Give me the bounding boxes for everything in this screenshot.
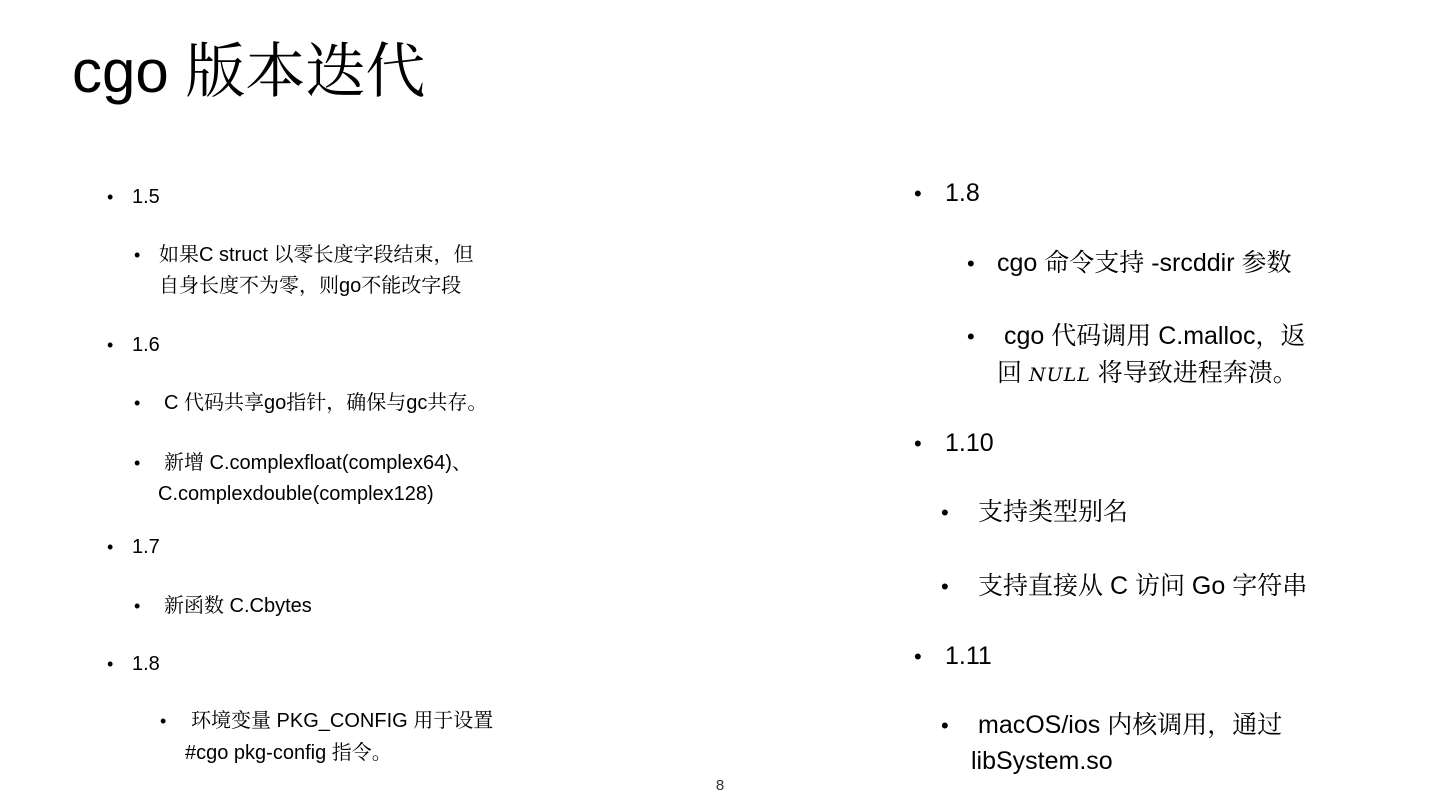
version-label: 1.5 — [132, 186, 160, 208]
item-text-line-2: C.complexdouble(complex128) — [158, 483, 434, 505]
bullet-icon: • — [134, 245, 141, 265]
bullet-icon: • — [134, 453, 141, 473]
version-label: 1.6 — [132, 334, 160, 356]
version-label: 1.10 — [945, 429, 994, 457]
item-text-line-1: cgo 代码调用 C.malloc，返 — [1004, 322, 1306, 350]
item-text-line-2: #cgo pkg-config 指令。 — [185, 742, 392, 764]
item-text: 支持直接从 C 访问 Go 字符串 — [978, 572, 1308, 600]
bullet-icon: • — [914, 181, 922, 206]
item-text: 支持类型别名 — [978, 498, 1129, 526]
bullet-icon: • — [134, 393, 141, 413]
version-label: 1.8 — [132, 653, 160, 675]
bullet-icon: • — [107, 537, 114, 557]
bullet-icon: • — [914, 644, 922, 669]
item-text-suffix: 将导致进程奔溃。 — [1097, 359, 1298, 387]
bullet-icon: • — [107, 335, 114, 355]
bullet-icon: • — [134, 596, 141, 616]
version-label: 1.11 — [945, 642, 992, 670]
bullet-icon: • — [107, 654, 114, 674]
item-text: C 代码共享go指针，确保与gc共存。 — [164, 392, 488, 414]
item-text-line-2: libSystem.so — [971, 747, 1113, 775]
bullet-icon: • — [914, 431, 922, 456]
bullet-icon: • — [967, 324, 975, 349]
bullet-icon: • — [160, 711, 167, 731]
item-text-line-1: 新增 C.complexfloat(complex64)、 — [164, 452, 472, 474]
bullet-icon: • — [107, 187, 114, 207]
item-text: 新函数 C.Cbytes — [164, 595, 312, 617]
item-text: cgo 命令支持 -srcddir 参数 — [997, 249, 1292, 277]
bullet-icon: • — [941, 713, 949, 738]
item-text-line-1: macOS/ios 内核调用，通过 — [978, 711, 1283, 739]
page-number: 8 — [715, 777, 725, 794]
null-keyword: NULL — [1028, 364, 1091, 386]
item-text-line-2: 自身长度不为零，则go不能改字段 — [159, 275, 462, 297]
version-label: 1.7 — [132, 536, 160, 558]
item-text-prefix: 回 — [997, 359, 1023, 387]
item-text-line-2 — [997, 355, 1298, 394]
bullet-icon: • — [941, 574, 949, 599]
item-text-line-1: 环境变量 PKG_CONFIG 用于设置 — [191, 710, 494, 732]
bullet-icon: • — [967, 251, 975, 276]
bullet-icon: • — [941, 500, 949, 525]
version-label: 1.8 — [945, 179, 980, 207]
item-text-line-1: 如果C struct 以零长度字段结束，但 — [159, 244, 474, 266]
slide-title: cgo 版本迭代 — [72, 38, 426, 105]
